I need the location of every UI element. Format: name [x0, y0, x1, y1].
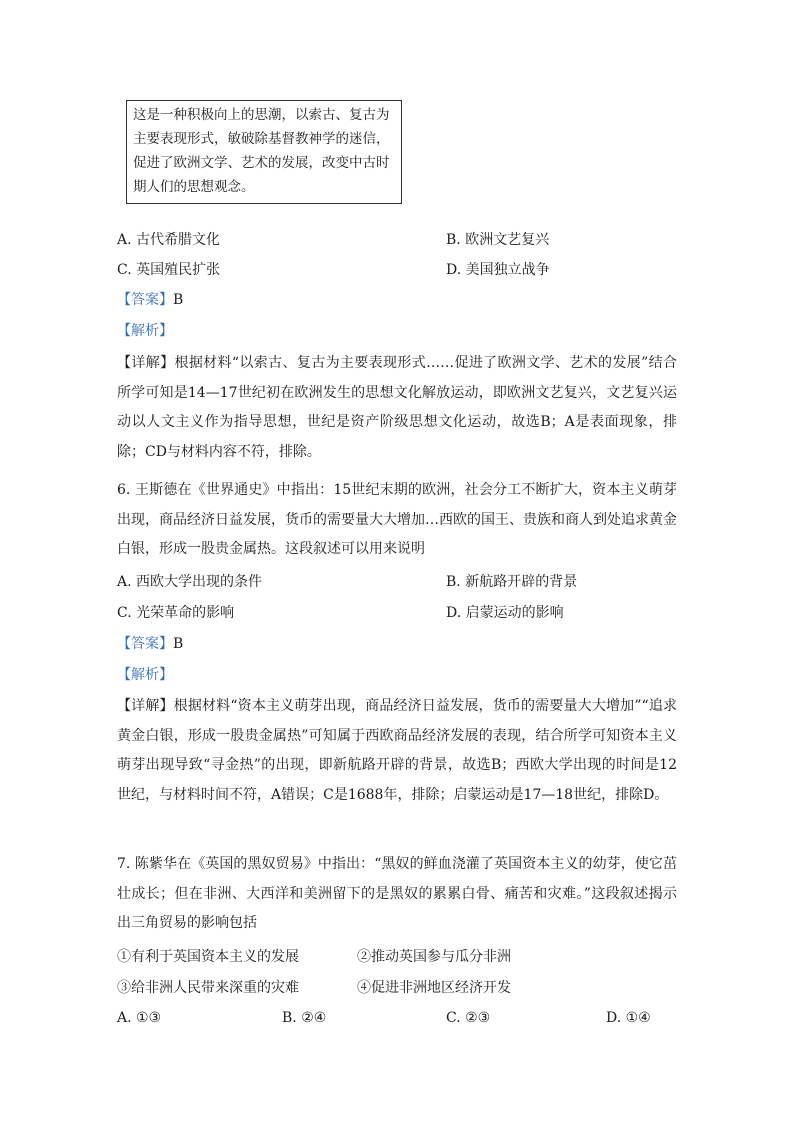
q6-analysis-label: 【解析】 [117, 667, 173, 683]
q6-answer-line [117, 633, 183, 653]
answer-value: B [173, 292, 184, 308]
q5-detail [117, 349, 677, 467]
q7-option-d[interactable]: D. ①④ [606, 1010, 651, 1026]
q7-option-b[interactable]: B. ②④ [282, 1010, 327, 1026]
q7-option-c[interactable]: C. ②③ [446, 1010, 491, 1026]
q7-item-3: ③给非洲人民带来深重的灾难 [117, 980, 299, 996]
answer-label: 【答案】 [117, 636, 173, 652]
material-text: 这是一种积极向上的思潮，以索古、复古为主要表现形式，敏破除基督教神学的迷信，促进了欧洲文学、艺术的发展，改变中古时期人们的思想观念。 [133, 107, 390, 195]
q6-detail [117, 692, 677, 810]
q5-answer-line [117, 289, 183, 309]
q7-item-1: ①有利于英国资本主义的发展 [117, 949, 299, 965]
answer-label: 【答案】 [117, 292, 173, 308]
q7-stem: 7. 陈紫华在《英国的黑奴贸易》中指出：“黑奴的鲜血浇灌了英国资本主义的幼芽，使它茁壮成长；但在非洲、大西洋和美洲留下的是黑奴的累累白骨、痛苦和灾难。”这段叙述揭示出三角贸易的影响包括 [117, 856, 677, 931]
q5-option-d[interactable]: D. 美国独立战争 [446, 262, 550, 278]
material-quote-box [126, 100, 402, 204]
q7-item-4: ④促进非洲地区经济开发 [357, 980, 511, 996]
q6-option-d[interactable]: D. 启蒙运动的影响 [446, 605, 564, 621]
detail-label: 【详解】 [117, 698, 174, 714]
q6-option-a[interactable]: A. 西欧大学出现的条件 [117, 574, 263, 590]
q6-option-c[interactable]: C. 光荣革命的影响 [117, 605, 235, 621]
q7-item-2: ②推动英国参与瓜分非洲 [357, 949, 511, 965]
q5-option-a[interactable]: A. 古代希腊文化 [117, 232, 221, 248]
detail-text: 根据材料“以索古、复古为主要表现形式……促进了欧洲文学、艺术的发展”结合所学可知是14—17世纪初在欧洲发生的思想文化解放运动，即欧洲文艺复兴，文艺复兴运动以人文主义作为指导思想，世纪是资产阶级思想文化运动，故选B；A是表面现象，排除；CD与材料内容不符，排除。 [117, 355, 678, 460]
answer-value: B [173, 636, 184, 652]
detail-label: 【详解】 [117, 355, 175, 371]
q7-option-a[interactable]: A. ①③ [117, 1010, 162, 1026]
q6-option-b[interactable]: B. 新航路开辟的背景 [446, 574, 578, 590]
q5-option-c[interactable]: C. 英国殖民扩张 [117, 262, 221, 278]
q5-analysis-label: 【解析】 [117, 323, 173, 339]
q5-option-b[interactable]: B. 欧洲文艺复兴 [446, 232, 550, 248]
detail-text: 根据材料“资本主义萌芽出现，商品经济日益发展，货币的需要量大大增加”“追求黄金白银，形成一股贵金属热”可知属于西欧商品经济发展的表现，结合所学可知资本主义萌芽出现导致“寻金热”的出现，即新航路开辟的背景，故选B；西欧大学出现的时间是12世纪，与材料时间不符，A错误；C是1688年，排除；启蒙运动是17—18世纪，排除D。 [117, 698, 677, 803]
q6-stem: 6. 王斯德在《世界通史》中指出：15世纪末期的欧洲，社会分工不断扩大，资本主义萌芽出现，商品经济日益发展，货币的需要量大大增加…西欧的国王、贵族和商人到处追求黄金白银，形成一股贵金属热。这段叙述可以用来说明 [117, 482, 677, 557]
